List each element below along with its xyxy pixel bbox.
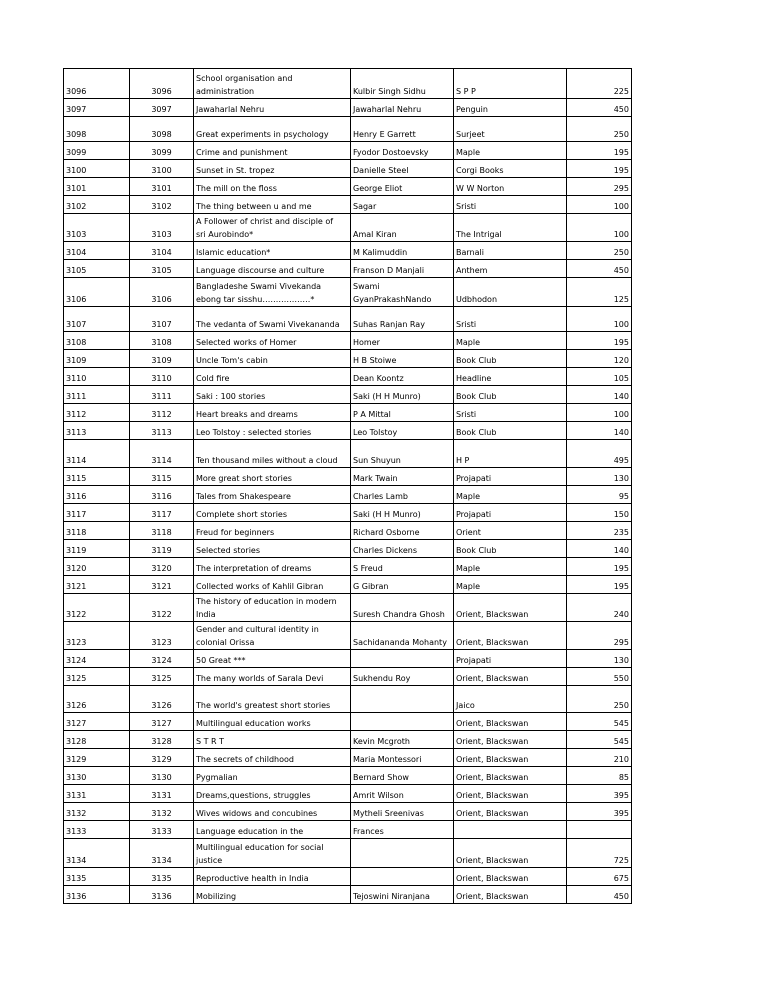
publisher-cell: Surjeet	[454, 117, 567, 142]
accession-no-cell: 3129	[64, 749, 130, 767]
publisher-cell: Orient, Blackswan	[454, 713, 567, 731]
price-cell: 450	[567, 886, 632, 904]
reference-no-cell: 3103	[130, 214, 194, 242]
reference-no-cell: 3124	[130, 650, 194, 668]
reference-no-cell: 3130	[130, 767, 194, 785]
reference-no-cell: 3120	[130, 558, 194, 576]
price-cell: 105	[567, 368, 632, 386]
author-cell: Dean Koontz	[351, 368, 454, 386]
author-cell: G Gibran	[351, 576, 454, 594]
table-row	[64, 686, 632, 713]
title-cell: Jawaharlal Nehru	[194, 99, 351, 117]
title-cell: Selected works of Homer	[194, 332, 351, 350]
publisher-cell: Projapati	[454, 650, 567, 668]
price-cell: 250	[567, 242, 632, 260]
publisher-cell: S P P	[454, 69, 567, 99]
author-cell: P A Mittal	[351, 404, 454, 422]
publisher-cell: Jaico	[454, 686, 567, 713]
reference-no-cell: 3126	[130, 686, 194, 713]
author-cell	[351, 650, 454, 668]
accession-no-cell: 3120	[64, 558, 130, 576]
price-cell: 85	[567, 767, 632, 785]
publisher-cell: Penguin	[454, 99, 567, 117]
table-row	[64, 839, 632, 868]
table-row	[64, 404, 632, 422]
price-cell: 130	[567, 468, 632, 486]
author-cell: Tejoswini Niranjana	[351, 886, 454, 904]
accession-no-cell: 3111	[64, 386, 130, 404]
reference-no-cell: 3118	[130, 522, 194, 540]
author-cell	[351, 868, 454, 886]
price-cell: 195	[567, 558, 632, 576]
reference-no-cell: 3111	[130, 386, 194, 404]
table-row	[64, 69, 632, 99]
accession-no-cell: 3104	[64, 242, 130, 260]
reference-no-cell: 3131	[130, 785, 194, 803]
author-cell: H B Stoiwe	[351, 350, 454, 368]
author-cell: Frances	[351, 821, 454, 839]
accession-no-cell: 3105	[64, 260, 130, 278]
author-cell: Kevin Mcgroth	[351, 731, 454, 749]
price-cell: 100	[567, 214, 632, 242]
price-cell: 140	[567, 540, 632, 558]
price-cell: 100	[567, 196, 632, 214]
price-cell: 675	[567, 868, 632, 886]
author-cell: S Freud	[351, 558, 454, 576]
author-cell: Maria Montessori	[351, 749, 454, 767]
table-row	[64, 160, 632, 178]
accession-no-cell: 3100	[64, 160, 130, 178]
table-row	[64, 117, 632, 142]
author-cell: M Kalimuddin	[351, 242, 454, 260]
title-cell: Heart breaks and dreams	[194, 404, 351, 422]
accession-no-cell: 3127	[64, 713, 130, 731]
table-row	[64, 886, 632, 904]
publisher-cell: Book Club	[454, 540, 567, 558]
price-cell: 295	[567, 178, 632, 196]
title-cell: Mobilizing	[194, 886, 351, 904]
reference-no-cell: 3122	[130, 594, 194, 622]
accession-no-cell: 3132	[64, 803, 130, 821]
table-row	[64, 350, 632, 368]
publisher-cell: Udbhodon	[454, 278, 567, 307]
accession-no-cell: 3097	[64, 99, 130, 117]
title-cell: The world's greatest short stories	[194, 686, 351, 713]
reference-no-cell: 3135	[130, 868, 194, 886]
publisher-cell: Orient, Blackswan	[454, 749, 567, 767]
accession-no-cell: 3118	[64, 522, 130, 540]
publisher-cell: Orient, Blackswan	[454, 868, 567, 886]
title-cell: The thing between u and me	[194, 196, 351, 214]
publisher-cell: Maple	[454, 142, 567, 160]
accession-no-cell: 3112	[64, 404, 130, 422]
reference-no-cell: 3101	[130, 178, 194, 196]
accession-no-cell: 3134	[64, 839, 130, 868]
book-list-table	[63, 68, 632, 904]
title-cell: School organisation and administration	[194, 69, 351, 99]
accession-no-cell: 3099	[64, 142, 130, 160]
author-cell: Bernard Show	[351, 767, 454, 785]
reference-no-cell: 3115	[130, 468, 194, 486]
reference-no-cell: 3129	[130, 749, 194, 767]
title-cell: Pygmalian	[194, 767, 351, 785]
price-cell: 140	[567, 386, 632, 404]
table-row	[64, 868, 632, 886]
title-cell: Language discourse and culture	[194, 260, 351, 278]
author-cell	[351, 713, 454, 731]
publisher-cell: Orient, Blackswan	[454, 839, 567, 868]
author-cell: Leo Tolstoy	[351, 422, 454, 440]
table-row	[64, 214, 632, 242]
title-cell: Multilingual education works	[194, 713, 351, 731]
reference-no-cell: 3097	[130, 99, 194, 117]
title-cell: A Follower of christ and disciple of sri Aurobindo*	[194, 214, 351, 242]
table-row	[64, 540, 632, 558]
reference-no-cell: 3123	[130, 622, 194, 650]
title-cell: The secrets of childhood	[194, 749, 351, 767]
reference-no-cell: 3117	[130, 504, 194, 522]
title-cell: The interpretation of dreams	[194, 558, 351, 576]
reference-no-cell: 3096	[130, 69, 194, 99]
accession-no-cell: 3106	[64, 278, 130, 307]
author-cell: Suresh Chandra Ghosh	[351, 594, 454, 622]
publisher-cell: Barnali	[454, 242, 567, 260]
price-cell: 395	[567, 785, 632, 803]
title-cell: The history of education in modern India	[194, 594, 351, 622]
accession-no-cell: 3114	[64, 440, 130, 468]
author-cell: Saki (H H Munro)	[351, 504, 454, 522]
reference-no-cell: 3113	[130, 422, 194, 440]
publisher-cell: Orient, Blackswan	[454, 622, 567, 650]
price-cell	[567, 821, 632, 839]
title-cell: Islamic education*	[194, 242, 351, 260]
title-cell: Complete short stories	[194, 504, 351, 522]
title-cell: Selected stories	[194, 540, 351, 558]
publisher-cell: Orient, Blackswan	[454, 594, 567, 622]
author-cell: Danielle Steel	[351, 160, 454, 178]
publisher-cell: Projapati	[454, 468, 567, 486]
publisher-cell: Orient	[454, 522, 567, 540]
reference-no-cell: 3099	[130, 142, 194, 160]
author-cell: Henry E Garrett	[351, 117, 454, 142]
publisher-cell: Anthem	[454, 260, 567, 278]
author-cell: Franson D Manjali	[351, 260, 454, 278]
title-cell: Great experiments in psychology	[194, 117, 351, 142]
table-row	[64, 486, 632, 504]
publisher-cell: Headline	[454, 368, 567, 386]
table-row	[64, 803, 632, 821]
author-cell: Charles Lamb	[351, 486, 454, 504]
table-row	[64, 99, 632, 117]
price-cell: 195	[567, 160, 632, 178]
author-cell: Amrit Wilson	[351, 785, 454, 803]
publisher-cell: Orient, Blackswan	[454, 886, 567, 904]
reference-no-cell: 3102	[130, 196, 194, 214]
table-row	[64, 622, 632, 650]
reference-no-cell: 3114	[130, 440, 194, 468]
author-cell: Jawaharlal Nehru	[351, 99, 454, 117]
accession-no-cell: 3121	[64, 576, 130, 594]
table-row	[64, 650, 632, 668]
reference-no-cell: 3128	[130, 731, 194, 749]
title-cell: The vedanta of Swami Vivekananda	[194, 307, 351, 332]
table-row	[64, 307, 632, 332]
accession-no-cell: 3116	[64, 486, 130, 504]
reference-no-cell: 3132	[130, 803, 194, 821]
title-cell: Cold fire	[194, 368, 351, 386]
title-cell: The mill on the floss	[194, 178, 351, 196]
accession-no-cell: 3125	[64, 668, 130, 686]
reference-no-cell: 3112	[130, 404, 194, 422]
accession-no-cell: 3136	[64, 886, 130, 904]
price-cell: 195	[567, 576, 632, 594]
table-body	[64, 69, 632, 904]
title-cell: Crime and punishment	[194, 142, 351, 160]
author-cell: George Eliot	[351, 178, 454, 196]
table-row	[64, 731, 632, 749]
publisher-cell: Orient, Blackswan	[454, 803, 567, 821]
title-cell: Bangladeshe Swami Vivekanda ebong tar sisshu………………*	[194, 278, 351, 307]
table-row	[64, 278, 632, 307]
author-cell: Sukhendu Roy	[351, 668, 454, 686]
publisher-cell: Sristi	[454, 404, 567, 422]
reference-no-cell: 3100	[130, 160, 194, 178]
title-cell: Wives widows and concubines	[194, 803, 351, 821]
accession-no-cell: 3124	[64, 650, 130, 668]
accession-no-cell: 3098	[64, 117, 130, 142]
publisher-cell: Projapati	[454, 504, 567, 522]
price-cell: 140	[567, 422, 632, 440]
table-row	[64, 196, 632, 214]
publisher-cell: Orient, Blackswan	[454, 785, 567, 803]
author-cell: Sun Shuyun	[351, 440, 454, 468]
price-cell: 545	[567, 731, 632, 749]
table-row	[64, 332, 632, 350]
table-row	[64, 522, 632, 540]
reference-no-cell: 3134	[130, 839, 194, 868]
title-cell: Tales from Shakespeare	[194, 486, 351, 504]
table-row	[64, 668, 632, 686]
publisher-cell: Book Club	[454, 386, 567, 404]
table-row	[64, 142, 632, 160]
price-cell: 450	[567, 99, 632, 117]
accession-no-cell: 3109	[64, 350, 130, 368]
price-cell: 250	[567, 686, 632, 713]
author-cell: Kulbir Singh Sidhu	[351, 69, 454, 99]
publisher-cell	[454, 821, 567, 839]
author-cell: Saki (H H Munro)	[351, 386, 454, 404]
reference-no-cell: 3127	[130, 713, 194, 731]
reference-no-cell: 3125	[130, 668, 194, 686]
table-row	[64, 260, 632, 278]
accession-no-cell: 3133	[64, 821, 130, 839]
price-cell: 150	[567, 504, 632, 522]
table-row	[64, 576, 632, 594]
reference-no-cell: 3098	[130, 117, 194, 142]
reference-no-cell: 3107	[130, 307, 194, 332]
price-cell: 240	[567, 594, 632, 622]
price-cell: 235	[567, 522, 632, 540]
author-cell: Sachidananda Mohanty	[351, 622, 454, 650]
publisher-cell: Sristi	[454, 307, 567, 332]
table-row	[64, 821, 632, 839]
accession-no-cell: 3128	[64, 731, 130, 749]
publisher-cell: Book Club	[454, 422, 567, 440]
author-cell: Sagar	[351, 196, 454, 214]
accession-no-cell: 3119	[64, 540, 130, 558]
publisher-cell: Maple	[454, 576, 567, 594]
table-row	[64, 558, 632, 576]
publisher-cell: The Intrigal	[454, 214, 567, 242]
price-cell: 250	[567, 117, 632, 142]
author-cell: Charles Dickens	[351, 540, 454, 558]
price-cell: 195	[567, 142, 632, 160]
accession-no-cell: 3122	[64, 594, 130, 622]
title-cell: Freud for beginners	[194, 522, 351, 540]
table-row	[64, 422, 632, 440]
title-cell: More great short stories	[194, 468, 351, 486]
accession-no-cell: 3108	[64, 332, 130, 350]
author-cell	[351, 686, 454, 713]
accession-no-cell: 3117	[64, 504, 130, 522]
reference-no-cell: 3105	[130, 260, 194, 278]
price-cell: 125	[567, 278, 632, 307]
publisher-cell: Corgi Books	[454, 160, 567, 178]
table-row	[64, 440, 632, 468]
author-cell: Richard Osborne	[351, 522, 454, 540]
price-cell: 295	[567, 622, 632, 650]
publisher-cell: Maple	[454, 558, 567, 576]
title-cell: The many worlds of Sarala Devi	[194, 668, 351, 686]
title-cell: Collected works of Kahlil Gibran	[194, 576, 351, 594]
title-cell: Multilingual education for social justice	[194, 839, 351, 868]
price-cell: 450	[567, 260, 632, 278]
reference-no-cell: 3119	[130, 540, 194, 558]
table-row	[64, 242, 632, 260]
price-cell: 130	[567, 650, 632, 668]
publisher-cell: Maple	[454, 486, 567, 504]
accession-no-cell: 3110	[64, 368, 130, 386]
title-cell: S T R T	[194, 731, 351, 749]
publisher-cell: Sristi	[454, 196, 567, 214]
title-cell: Dreams,questions, struggles	[194, 785, 351, 803]
publisher-cell: H P	[454, 440, 567, 468]
publisher-cell: Orient, Blackswan	[454, 767, 567, 785]
author-cell: Fyodor Dostoevsky	[351, 142, 454, 160]
author-cell	[351, 839, 454, 868]
table-row	[64, 468, 632, 486]
author-cell: Mytheli Sreenivas	[351, 803, 454, 821]
price-cell: 100	[567, 404, 632, 422]
title-cell: Ten thousand miles without a cloud	[194, 440, 351, 468]
table-row	[64, 713, 632, 731]
price-cell: 545	[567, 713, 632, 731]
accession-no-cell: 3130	[64, 767, 130, 785]
publisher-cell: Book Club	[454, 350, 567, 368]
price-cell: 225	[567, 69, 632, 99]
accession-no-cell: 3101	[64, 178, 130, 196]
reference-no-cell: 3116	[130, 486, 194, 504]
publisher-cell: Maple	[454, 332, 567, 350]
title-cell: Uncle Tom's cabin	[194, 350, 351, 368]
publisher-cell: Orient, Blackswan	[454, 668, 567, 686]
accession-no-cell: 3102	[64, 196, 130, 214]
reference-no-cell: 3121	[130, 576, 194, 594]
title-cell: 50 Great ***	[194, 650, 351, 668]
title-cell: Saki : 100 stories	[194, 386, 351, 404]
title-cell: Leo Tolstoy : selected stories	[194, 422, 351, 440]
price-cell: 725	[567, 839, 632, 868]
accession-no-cell: 3126	[64, 686, 130, 713]
author-cell: Mark Twain	[351, 468, 454, 486]
accession-no-cell: 3113	[64, 422, 130, 440]
reference-no-cell: 3106	[130, 278, 194, 307]
reference-no-cell: 3136	[130, 886, 194, 904]
table-row	[64, 767, 632, 785]
reference-no-cell: 3109	[130, 350, 194, 368]
title-cell: Gender and cultural identity in colonial Orissa	[194, 622, 351, 650]
accession-no-cell: 3135	[64, 868, 130, 886]
reference-no-cell: 3133	[130, 821, 194, 839]
price-cell: 100	[567, 307, 632, 332]
publisher-cell: W W Norton	[454, 178, 567, 196]
publisher-cell: Orient, Blackswan	[454, 731, 567, 749]
table-row	[64, 504, 632, 522]
price-cell: 210	[567, 749, 632, 767]
author-cell: Amal Kiran	[351, 214, 454, 242]
table-row	[64, 594, 632, 622]
price-cell: 395	[567, 803, 632, 821]
price-cell: 95	[567, 486, 632, 504]
table-row	[64, 368, 632, 386]
table-row	[64, 785, 632, 803]
author-cell: Suhas Ranjan Ray	[351, 307, 454, 332]
title-cell: Language education in the	[194, 821, 351, 839]
author-cell: Homer	[351, 332, 454, 350]
title-cell: Sunset in St. tropez	[194, 160, 351, 178]
accession-no-cell: 3131	[64, 785, 130, 803]
title-cell: Reproductive health in India	[194, 868, 351, 886]
author-cell: Swami GyanPrakashNando	[351, 278, 454, 307]
price-cell: 195	[567, 332, 632, 350]
reference-no-cell: 3110	[130, 368, 194, 386]
accession-no-cell: 3103	[64, 214, 130, 242]
accession-no-cell: 3115	[64, 468, 130, 486]
accession-no-cell: 3107	[64, 307, 130, 332]
table-row	[64, 386, 632, 404]
reference-no-cell: 3108	[130, 332, 194, 350]
price-cell: 550	[567, 668, 632, 686]
accession-no-cell: 3123	[64, 622, 130, 650]
table-row	[64, 178, 632, 196]
table-row	[64, 749, 632, 767]
price-cell: 120	[567, 350, 632, 368]
price-cell: 495	[567, 440, 632, 468]
reference-no-cell: 3104	[130, 242, 194, 260]
accession-no-cell: 3096	[64, 69, 130, 99]
